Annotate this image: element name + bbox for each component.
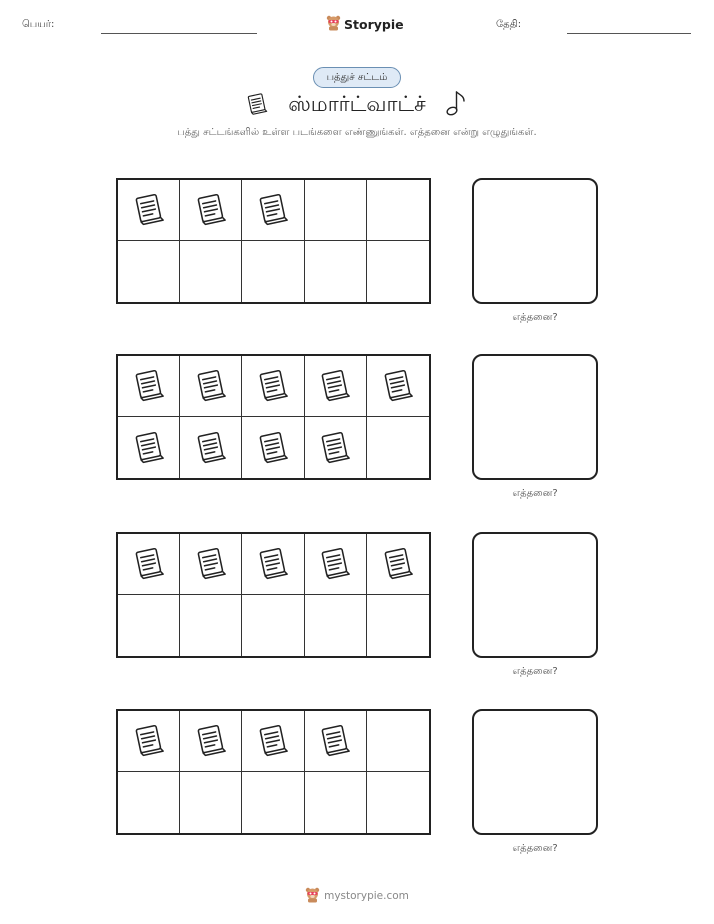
ten-frame-cell: [367, 356, 429, 417]
answer-question-label: எத்தனை?: [512, 488, 558, 499]
ten-frame-cell: [118, 595, 180, 656]
ten-frame-cell: [305, 356, 367, 417]
ten-frame-cell: [367, 417, 429, 478]
ten-frame-cell: [367, 180, 429, 241]
ten-frame-cell: [305, 711, 367, 772]
ten-frame-cell: [367, 772, 429, 833]
ten-frame-cell: [305, 241, 367, 302]
ten-frame-cell: [242, 534, 304, 595]
book-icon: [316, 720, 354, 762]
ten-frame-cell: [118, 180, 180, 241]
ten-frame-cell: [118, 711, 180, 772]
bear-mascot-icon: [326, 14, 341, 34]
bear-mascot-icon: [305, 886, 320, 906]
ten-frame-cell: [242, 417, 304, 478]
ten-frame-cell: [180, 595, 242, 656]
ten-frame: [116, 178, 431, 304]
ten-frame: [116, 532, 431, 658]
ten-frame-cell: [305, 772, 367, 833]
ten-frame-cell: [242, 180, 304, 241]
book-icon: [130, 543, 168, 585]
ten-frame: [116, 354, 431, 480]
ten-frame-cell: [180, 180, 242, 241]
answer-question-label: எத்தனை?: [512, 666, 558, 677]
ten-frame-cell: [180, 241, 242, 302]
ten-frame-cell: [180, 711, 242, 772]
ten-frame-cell: [242, 772, 304, 833]
ten-frame-cell: [367, 534, 429, 595]
answer-question-label: எத்தனை?: [512, 843, 558, 854]
ten-frame-cell: [118, 534, 180, 595]
ten-frame-cell: [118, 772, 180, 833]
book-icon: [316, 365, 354, 407]
book-icon: [192, 427, 230, 469]
book-icon: [254, 365, 292, 407]
book-icon: [192, 720, 230, 762]
answer-box[interactable]: [472, 178, 598, 304]
date-label: தேதி:: [496, 19, 522, 30]
ten-frame-cell: [242, 595, 304, 656]
ten-frame-cell: [242, 356, 304, 417]
ten-frame: [116, 709, 431, 835]
footer: [0, 886, 714, 906]
answer-box[interactable]: [472, 354, 598, 480]
book-icon: [254, 720, 292, 762]
book-icon: [254, 543, 292, 585]
answer-box[interactable]: [472, 709, 598, 835]
book-icon: [379, 543, 417, 585]
book-icon: [379, 365, 417, 407]
ten-frame-cell: [367, 711, 429, 772]
storypie-logo: [326, 14, 404, 34]
ten-frame-cell: [367, 595, 429, 656]
book-icon: [130, 365, 168, 407]
ten-frame-cell: [367, 241, 429, 302]
book-icon: [254, 189, 292, 231]
ten-frame-cell: [118, 241, 180, 302]
book-icon: [130, 720, 168, 762]
ten-frame-cell: [305, 534, 367, 595]
ten-frame-cell: [180, 417, 242, 478]
logo-text: Storypie: [344, 16, 404, 32]
ten-frame-cell: [305, 180, 367, 241]
ten-frame-cell: [180, 534, 242, 595]
book-icon: [130, 427, 168, 469]
book-icon: [192, 189, 230, 231]
ten-frame-badge: பத்துச் சட்டம்: [313, 67, 401, 88]
ten-frame-cell: [118, 356, 180, 417]
ten-frame-cell: [242, 711, 304, 772]
footer-url: mystorypie.com: [324, 890, 409, 902]
book-icon: [244, 90, 270, 120]
answer-question-label: எத்தனை?: [512, 312, 558, 323]
ten-frame-cell: [242, 241, 304, 302]
book-icon: [130, 189, 168, 231]
book-icon: [192, 365, 230, 407]
instructions: பத்து சட்டங்களில் உள்ள படங்களை எண்ணுங்கள். எத்தனை என்று எழுதுங்கள்.: [177, 127, 537, 138]
music-note-icon: [444, 89, 470, 121]
book-icon: [316, 543, 354, 585]
ten-frame-cell: [118, 417, 180, 478]
ten-frame-cell: [305, 417, 367, 478]
page-title: ஸ்மார்ட்வாட்ச்: [288, 91, 426, 116]
ten-frame-cell: [305, 595, 367, 656]
title-row: [0, 89, 714, 121]
answer-box[interactable]: [472, 532, 598, 658]
ten-frame-cell: [180, 356, 242, 417]
name-label: பெயர்:: [22, 19, 55, 30]
ten-frame-cell: [180, 772, 242, 833]
book-icon: [254, 427, 292, 469]
book-icon: [316, 427, 354, 469]
date-line: [567, 33, 691, 34]
name-line: [101, 33, 257, 34]
book-icon: [192, 543, 230, 585]
